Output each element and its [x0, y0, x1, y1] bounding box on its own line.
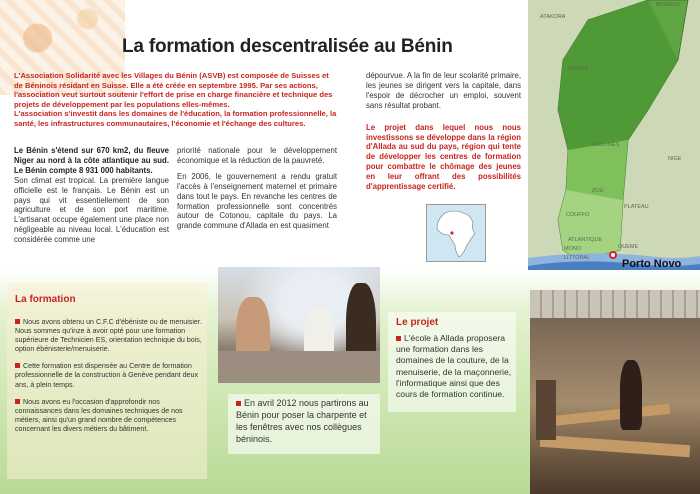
text-column-3 [366, 71, 521, 198]
map-label: COUFFO [566, 212, 590, 218]
bullet-icon [15, 319, 20, 324]
map-label: BORGOU [656, 2, 681, 8]
city-label: Porto Novo [622, 258, 682, 270]
workbench [536, 380, 556, 440]
map-label: OUEME [618, 244, 639, 250]
map-label: DONGA [568, 66, 589, 72]
projet-description: L'école à Allada proposera une formation dans les domaines de la couture, de la menuiserie, de la maçonnerie, l'informatique ainsi que des cours de formation continue. [396, 333, 512, 400]
intro-text [14, 71, 339, 129]
map-label: NIGE [668, 156, 682, 162]
formation-heading: La formation [15, 294, 76, 305]
caption-text: En avril 2012 nous partirons au Bénin pour poser la charpente et les fenêtres avec nos collègues béninois. [236, 398, 369, 444]
map-label: ATAKORA [540, 14, 566, 20]
country-description: Son climat est tropical. La première langue officielle est le français. Le Bénin est un pays qui vit essentiellement de son agriculture et de son port maritime. L'artisanat occupe également une place non négligeable au niveau local. L'éducation est considérée comme une [14, 175, 169, 245]
projet-text [396, 333, 521, 400]
bullet-icon [15, 399, 20, 404]
intro-paragraph: L'Association Solidarité avec les Villages du Bénin (ASVB) est composée de Suisses et de Béninois résidant en Suisse. Elle a été créée en septembre 1995. Par ses actions, l'association veut surtout soutenir l'effort de prise en charge financière et technique des projets de développement par les populations elles-mêmes. [14, 71, 333, 109]
intro-paragraph: L'association s'investit dans les domaines de l'éducation, la formation professionnelle, la santé, les infrastructures communautaires, l'économie et l'échange des cultures. [14, 109, 337, 128]
map-label: ZOU [592, 188, 604, 194]
map-label: ATLANTIQUE [568, 237, 603, 243]
worker-figure [620, 360, 642, 430]
map-label: LITTORAL [564, 255, 591, 261]
map-label: PLATEAU [624, 204, 649, 210]
text-column-2 [177, 146, 337, 237]
page-title: La formation descentralisée au Bénin [122, 36, 453, 57]
text-column-1 [14, 146, 169, 251]
wood-plank [540, 435, 690, 457]
photo-caption [228, 394, 380, 454]
formation-paragraph [15, 398, 205, 434]
bullet-icon [236, 401, 241, 406]
wall-block [218, 351, 380, 383]
formation-text-2: Cette formation est dispensée au Centre de formation professionnelle de la construction à Genève pendant deux ans, à plein temps. [15, 362, 198, 389]
project-summary: Le projet dans lequel nous nous investissons se développe dans la région d'Allada au sud du pays, région qui tente de développer les centres de formation pour combattre le chômage des jeunes en leur offrant des possibilités d'apprentissage certifié. [366, 122, 521, 192]
workshop-photo [530, 290, 700, 494]
formation-text [15, 318, 205, 442]
africa-inset-map [426, 204, 486, 262]
map-label: COLLINES [592, 142, 620, 148]
map-label: MONO [564, 246, 582, 252]
city-marker-icon [609, 251, 617, 259]
wood-plank [550, 404, 670, 426]
benin-map [528, 0, 700, 282]
bullet-icon [15, 363, 20, 368]
formation-text-3: Nous avons eu l'occasion d'approfondir nos connaissances dans les domaines techniques de nos métiers, ainsi qu'un grand nombre de compétences concernant les divers métiers du bâtiment. [15, 397, 183, 433]
formation-paragraph [15, 318, 205, 354]
students-photo [218, 267, 380, 383]
formation-text-1: Nous avons obtenu un C.F.C d'ébéniste ou de menuisier. Nous sommes qu'inze à avoir opté pour une formation supérieure de Technicien ES, orientation technique du bois, option ébénisterie/menuiserie. [15, 318, 202, 354]
formation-paragraph [15, 362, 205, 389]
bullet-icon [396, 336, 401, 341]
projet-heading: Le projet [396, 317, 439, 328]
education-paragraph: priorité nationale pour le développement économique et la réduction de la pauvreté. [177, 146, 337, 165]
youth-paragraph: dépourvue. A la fin de leur scolarité primaire, les jeunes se dirigent vers la capitale, dans l'espoir de décrocher un emploi, souvent sans résultat probant. [366, 71, 521, 110]
education-paragraph: En 2006, le gouvernement a rendu gratuit l'accès à l'enseignement maternel et primaire dans tout le pays. En revanche les centres de formation professionnelle sont concentrés autour de Cotonou, capitale du pays. La grande commune d'Allada en est quasiment [177, 171, 337, 231]
country-facts: Le Bénin s'étend sur 670 km2, du fleuve Niger au nord à la côte atlantique au sud. Le Bénin compte 8 931 000 habitants. [14, 146, 169, 175]
workshop-roof [530, 290, 700, 318]
